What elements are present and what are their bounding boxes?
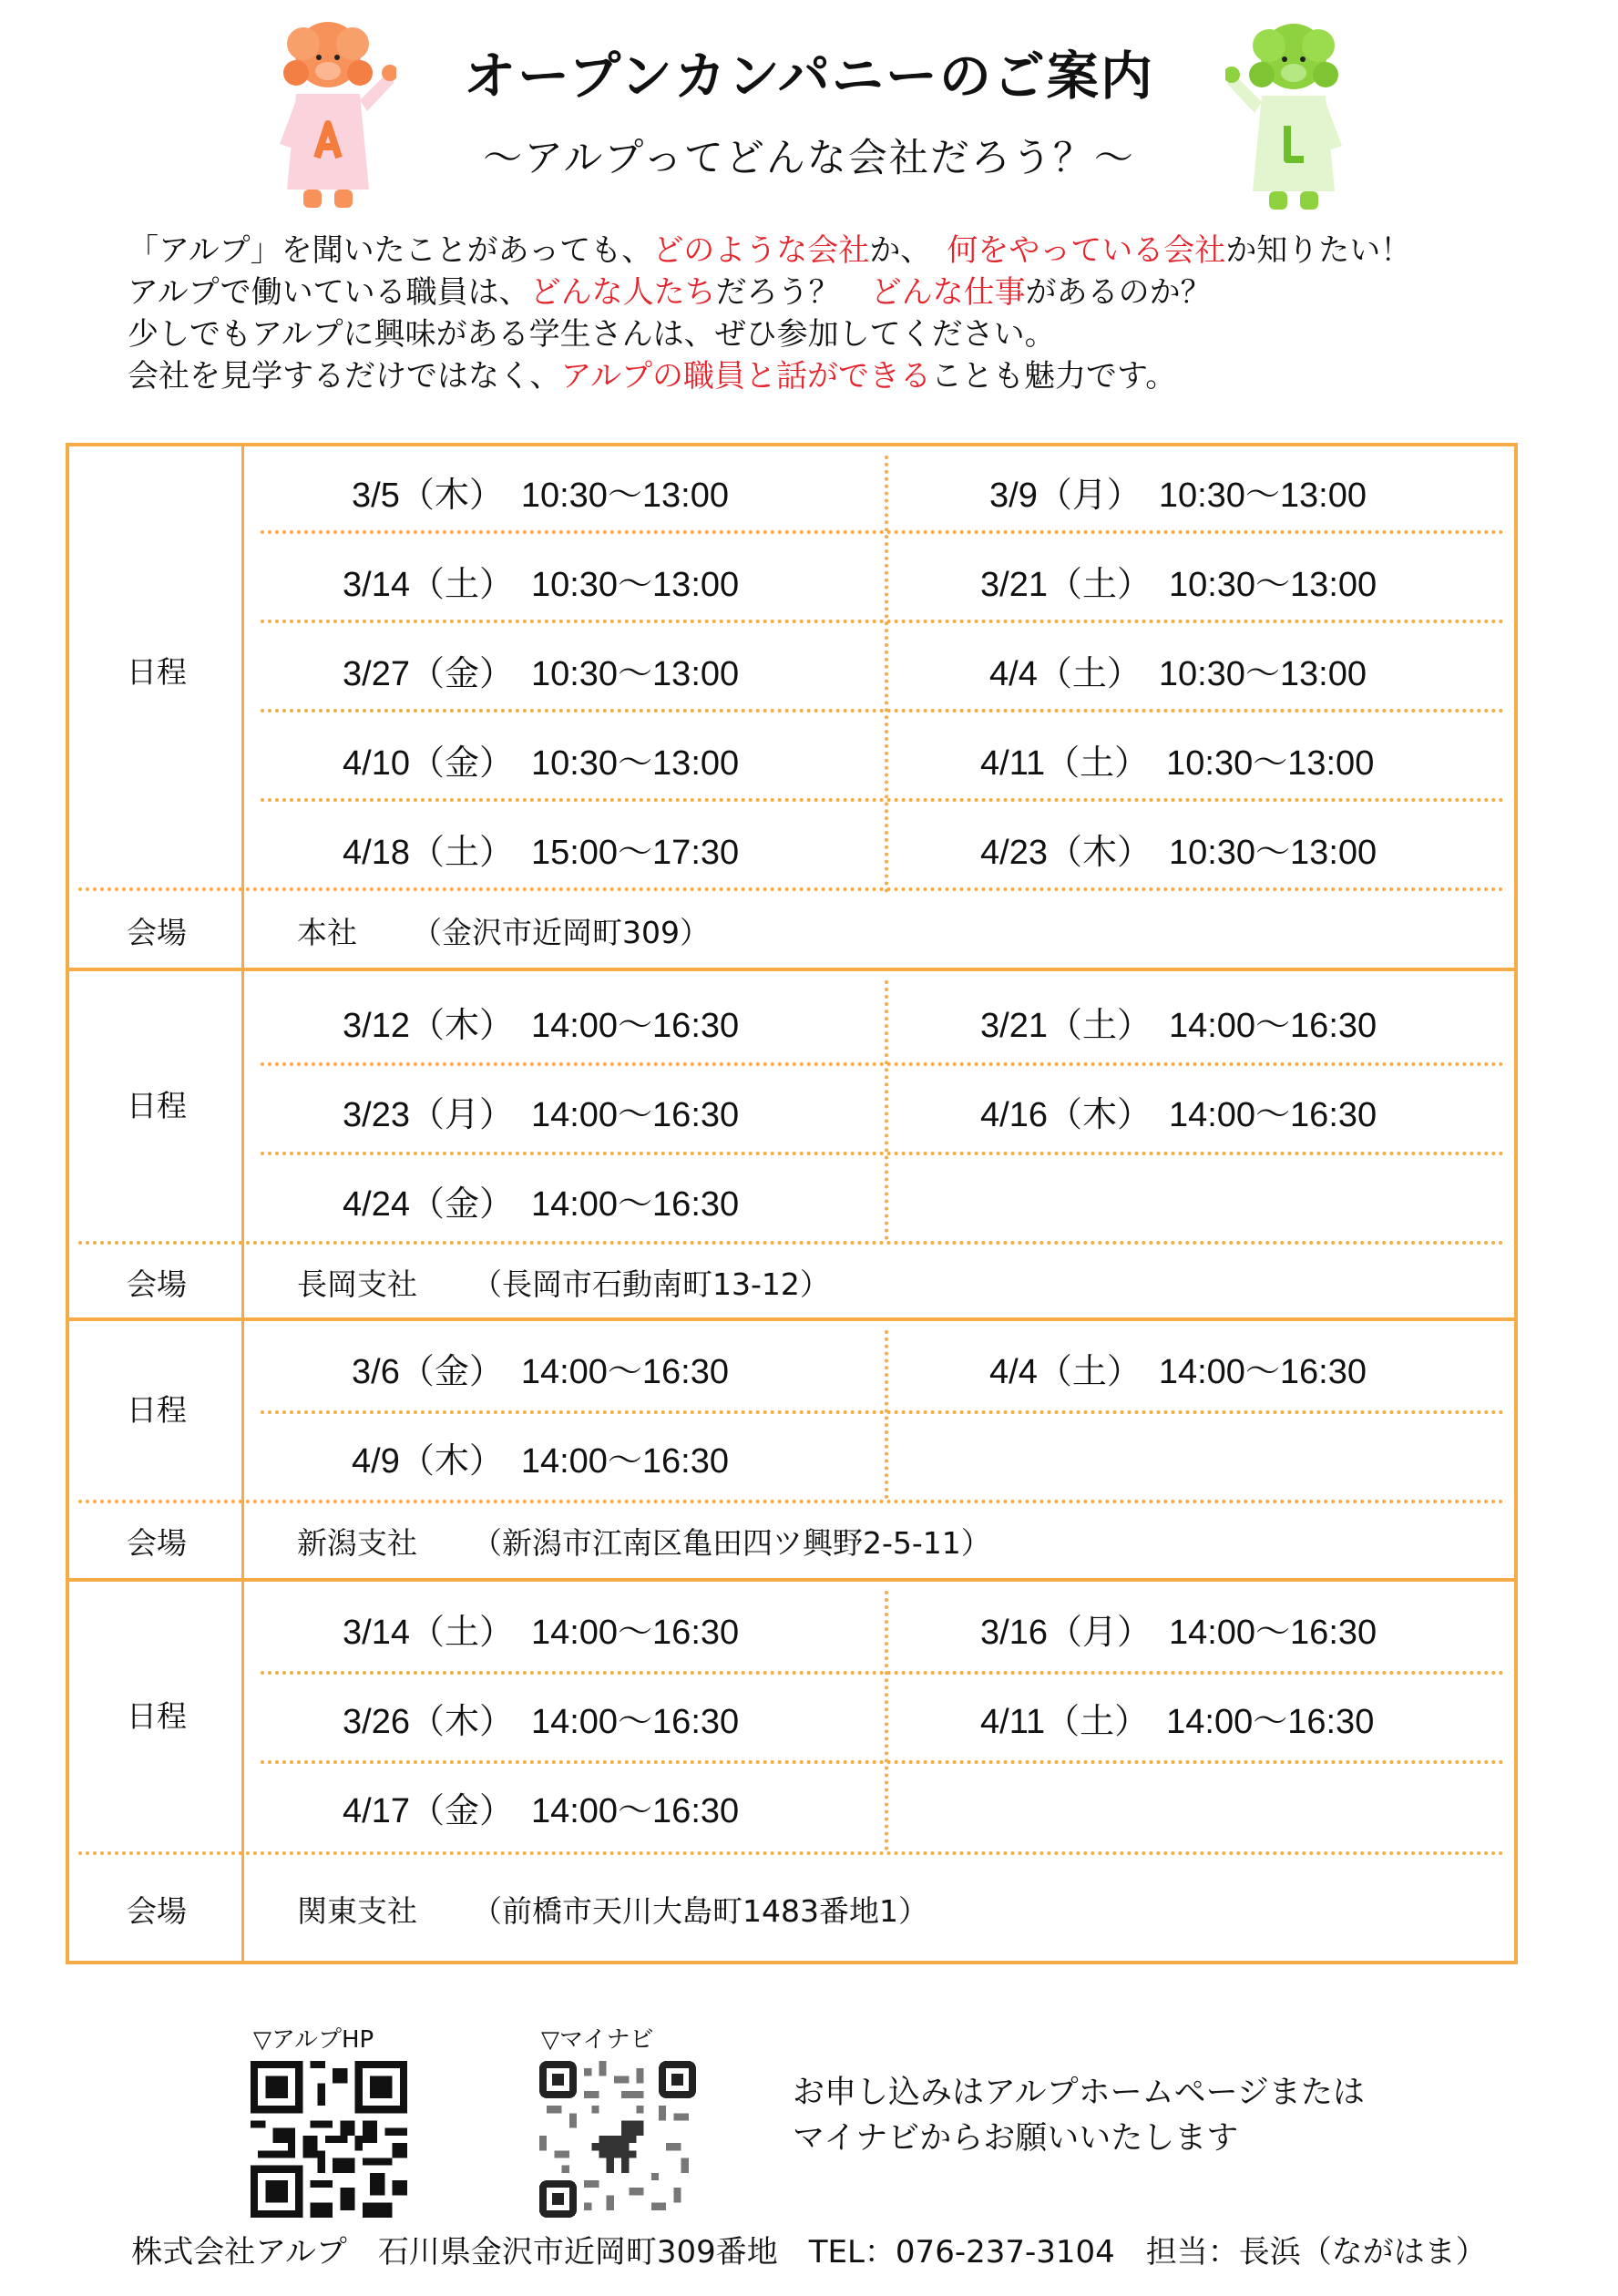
- alp-hp-qr-code[interactable]: [251, 2061, 407, 2218]
- intro-highlight: どんな人たち: [529, 274, 716, 311]
- apply-line-2: マイナビからお願いいたします: [793, 2120, 1239, 2157]
- intro-line-3: 少しでもアルプに興味がある学生さんは、ぜひ参加してください。: [128, 316, 1056, 353]
- row-divider: [261, 620, 1504, 623]
- row-divider: [78, 1241, 1504, 1245]
- row-divider: [78, 887, 1504, 891]
- venue-name: 本社: [297, 915, 357, 950]
- schedule-date-cell: 4/18（土） 15:00〜17:30: [343, 834, 740, 872]
- intro-highlight: どのような会社: [652, 232, 870, 269]
- venue-info: [297, 1520, 991, 1563]
- page-title: オープンカンパニーのご案内: [464, 46, 1154, 107]
- schedule-date-cell: 3/21（土） 14:00〜16:30: [980, 1007, 1377, 1045]
- intro-text-segment: 「アルプ」を聞いたことがあっても、: [128, 232, 653, 269]
- schedule-date-cell: 3/27（金） 10:30〜13:00: [343, 655, 740, 693]
- schedule-date-cell: 3/23（月） 14:00〜16:30: [343, 1096, 740, 1134]
- column-divider: [885, 456, 888, 893]
- venue-name: 新潟支社: [297, 1525, 417, 1561]
- column-divider: [885, 1591, 888, 1850]
- schedule-label: 日程: [127, 1088, 187, 1123]
- row-divider: [261, 1062, 1504, 1066]
- venue-label: 会場: [127, 1266, 187, 1302]
- intro-text-segment: ことも魅力です。: [930, 358, 1177, 395]
- row-divider: [261, 1152, 1504, 1155]
- schedule-date-cell: 3/14（土） 14:00〜16:30: [343, 1614, 740, 1652]
- column-divider: [885, 980, 888, 1240]
- schedule-date-cell: 3/9（月） 10:30〜13:00: [989, 477, 1367, 515]
- venue-address: （新潟市江南区亀田四ツ興野2-5-11）: [472, 1525, 991, 1561]
- intro-text-segment: アルプで働いている職員は、: [128, 274, 530, 311]
- venue-address: （金沢市近岡町309）: [412, 915, 710, 950]
- schedule-label: 日程: [127, 1698, 187, 1734]
- intro-highlight: アルプの職員と話ができる: [560, 358, 931, 395]
- intro-text-segment: だろう？: [715, 274, 871, 311]
- intro-line-2: [128, 272, 1494, 313]
- venue-label: 会場: [127, 1893, 187, 1929]
- schedule-date-cell: 3/14（土） 10:30〜13:00: [343, 566, 740, 604]
- row-divider: [261, 1671, 1504, 1675]
- row-divider: [261, 530, 1504, 534]
- company-contact-footer: 株式会社アルプ 石川県金沢市近岡町309番地 TEL：076-237-3104 担当：長浜（ながはま）: [131, 2234, 1487, 2270]
- schedule-date-cell: 4/23（木） 10:30〜13:00: [980, 834, 1377, 872]
- row-divider: [261, 709, 1504, 712]
- venue-info: [297, 1888, 928, 1931]
- column-divider: [885, 1330, 888, 1499]
- schedule-block-kanto: [69, 1578, 1514, 1964]
- intro-highlight: 何をやっている会社: [947, 232, 1226, 269]
- intro-text: [128, 230, 1494, 397]
- apply-instructions: [793, 2070, 1365, 2161]
- schedule-date-cell: 4/9（木） 14:00〜16:30: [352, 1442, 730, 1481]
- mynavi-qr-label: ▽マイナビ: [541, 2026, 654, 2054]
- row-divider: [78, 1500, 1504, 1503]
- schedule-date-cell: 4/10（金） 10:30〜13:00: [343, 744, 740, 783]
- schedule-label: 日程: [127, 654, 187, 690]
- schedule-date-cell: 4/24（金） 14:00〜16:30: [343, 1185, 740, 1224]
- row-divider: [261, 1410, 1504, 1414]
- row-divider: [261, 798, 1504, 802]
- schedule-date-cell: 3/26（木） 14:00〜16:30: [343, 1703, 740, 1741]
- intro-line-4: [128, 355, 1494, 397]
- schedule-date-cell: 4/4（土） 10:30〜13:00: [989, 655, 1367, 693]
- page-subtitle: 〜アルプってどんな会社だろう？〜: [483, 136, 1135, 181]
- schedule-date-cell: 4/11（土） 10:30〜13:00: [980, 744, 1375, 783]
- row-divider: [78, 1851, 1504, 1855]
- mynavi-qr-code[interactable]: [539, 2061, 696, 2218]
- venue-info: [297, 1261, 830, 1304]
- intro-text-segment: 会社を見学するだけではなく、: [128, 358, 561, 395]
- schedule-date-cell: 4/11（土） 14:00〜16:30: [980, 1703, 1375, 1741]
- schedule-date-cell: 3/12（木） 14:00〜16:30: [343, 1007, 740, 1045]
- intro-text-segment: か知りたい！: [1225, 232, 1412, 269]
- schedule-date-cell: 4/16（木） 14:00〜16:30: [980, 1096, 1377, 1134]
- venue-name: 長岡支社: [297, 1266, 417, 1302]
- schedule-date-cell: 3/16（月） 14:00〜16:30: [980, 1614, 1377, 1652]
- schedule-date-cell: 3/6（金） 14:00〜16:30: [352, 1353, 730, 1391]
- schedule-label: 日程: [127, 1392, 187, 1428]
- schedule-block-nagaoka: [69, 968, 1514, 1321]
- venue-info: [297, 909, 710, 952]
- intro-highlight: どんな仕事: [870, 274, 1026, 311]
- apply-line-1: お申し込みはアルプホームページまたは: [793, 2075, 1365, 2111]
- venue-label: 会場: [127, 915, 187, 950]
- intro-line-1: [128, 230, 1494, 272]
- schedule-date-cell: 4/17（金） 14:00〜16:30: [343, 1792, 740, 1830]
- venue-label: 会場: [127, 1525, 187, 1561]
- schedule-date-cell: 3/5（木） 10:30〜13:00: [352, 477, 730, 515]
- schedule-date-cell: 3/21（土） 10:30〜13:00: [980, 566, 1377, 604]
- schedule-date-cell: 4/4（土） 14:00〜16:30: [989, 1353, 1367, 1391]
- intro-text-segment: があるのか？: [1025, 274, 1212, 311]
- row-divider: [261, 1760, 1504, 1764]
- venue-address: （長岡市石動南町13-12）: [472, 1266, 830, 1302]
- schedule-table: [66, 443, 1518, 1964]
- venue-name: 関東支社: [297, 1893, 417, 1929]
- alp-hp-qr-label: ▽アルプHP: [253, 2026, 374, 2054]
- schedule-block-niigata: [69, 1317, 1514, 1582]
- schedule-block-honsha: [69, 446, 1514, 968]
- venue-address: （前橋市天川大島町1483番地1）: [472, 1893, 928, 1929]
- intro-text-segment: か、: [869, 232, 947, 269]
